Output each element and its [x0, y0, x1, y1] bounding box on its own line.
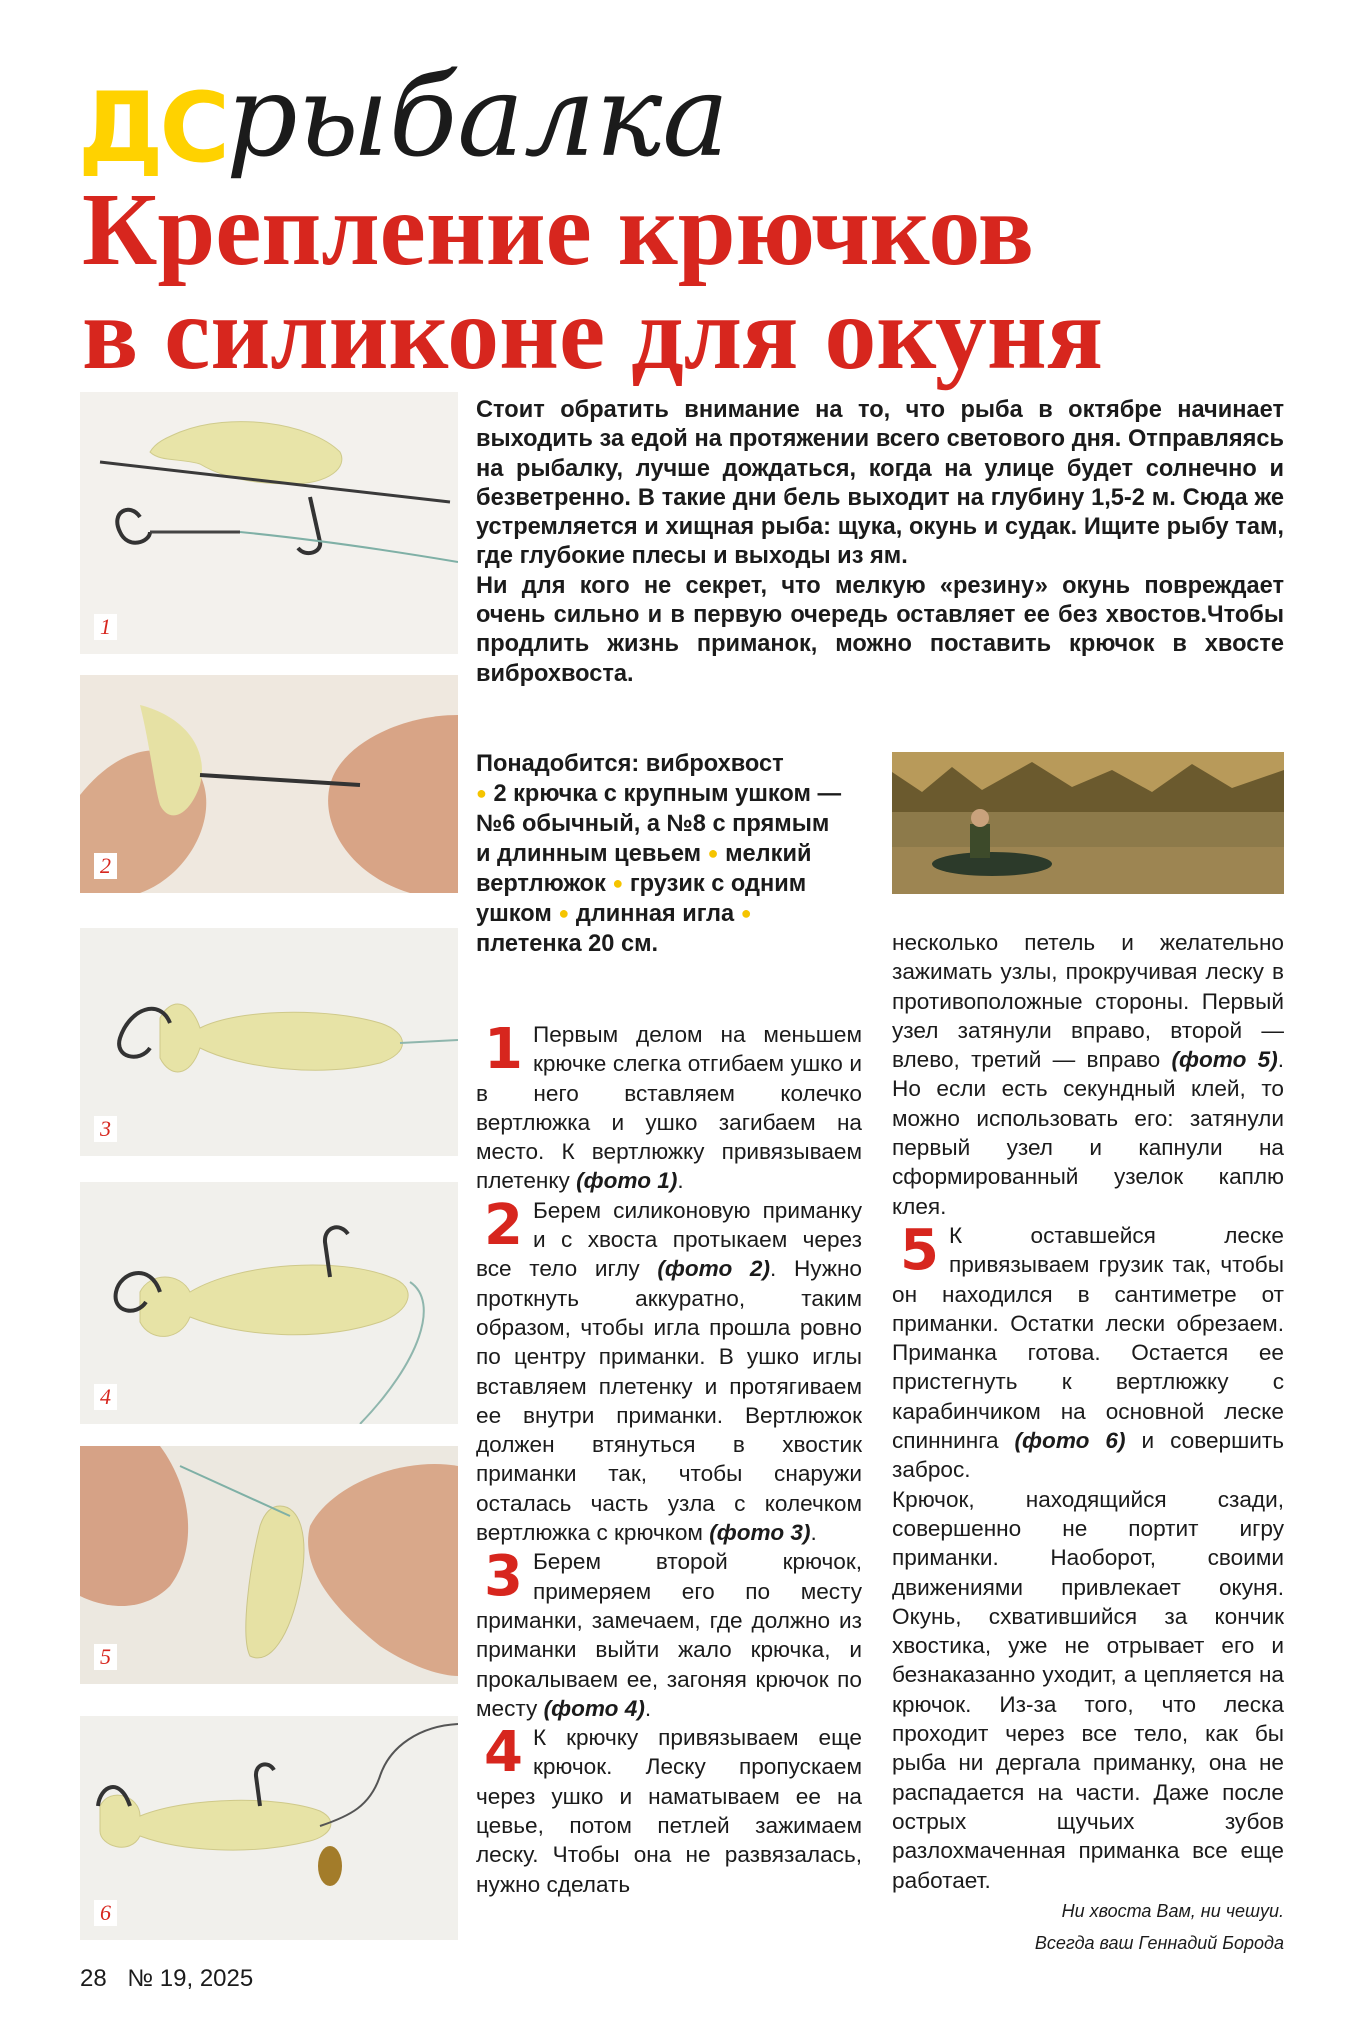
photo-3-image: [80, 928, 458, 1156]
step-4-text: К крючку привязываем еще крючок. Леску пропускаем через ушко и наматываем ее на цевье, потом петлей зажимаем леску. Чтобы она не развязалась, нужно сделать: [476, 1725, 862, 1897]
step-1-photo-ref: (фото 1): [576, 1168, 678, 1194]
materials-item: длинная игла: [575, 901, 735, 928]
materials-item: мелкий вертлюжок: [476, 840, 812, 898]
step-2-end: .: [810, 1520, 817, 1546]
fisherman-photo-image: [892, 752, 1284, 894]
step-4: [476, 1720, 862, 1899]
step-2-photo-ref-2: (фото 3): [709, 1520, 811, 1546]
photo-6: [80, 1716, 458, 1940]
step-3-photo-ref: (фото 4): [543, 1695, 645, 1721]
step-2-tail: . Нужно проткнуть аккуратно, таким образом, чтобы игла прошла ровно по центру приманки. В ушко иглы вставляем плетенку и протягиваем ее внутри приманки. Вертлюжок должен втянуться в хвостик приманки так, чтобы снаружи осталась часть узла с колечком вертлюжка с крючком: [476, 1256, 862, 1546]
step-3-number: 3: [484, 1544, 523, 1610]
materials-item: 2 крючка с крупным ушком — №6 обычный, а №8 с прямым и длинным цевьем: [476, 781, 842, 867]
continuation-tail: . Но если есть секундный клей, то можно использовать его: затянули первый узел и капнули на сформированный узелок каплю клея.: [892, 1047, 1285, 1219]
step-5-text: К оставшейся леске привязываем грузик так, чтобы он находился в сантиметре от приманки. Остатки лески обрезаем. Приманка готова. Остается ее пристегнуть к вертлюжку с карабинчиком на основной леске спиннинга: [892, 1222, 1284, 1454]
materials-lead: Понадобится: виброхвост: [476, 751, 784, 777]
bullet-icon: ●: [612, 873, 624, 894]
bullet-icon: ●: [740, 903, 752, 924]
bullet-icon: ●: [476, 783, 487, 804]
title-line-1: Крепление крючков: [82, 172, 1034, 287]
step-5: [892, 1217, 1284, 1485]
continuation-photo-ref: (фото 5): [1171, 1047, 1278, 1073]
photo-5-label: 5: [94, 1644, 117, 1670]
fisherman-photo: [892, 752, 1284, 894]
step-3: [476, 1544, 862, 1723]
photo-5: [80, 1446, 458, 1684]
photo-4-label: 4: [94, 1384, 117, 1410]
step-2: [476, 1192, 862, 1548]
step-3-text: Берем второй крючок, примеряем его по месту приманки, замечаем, где должно из приманки выйти жало крючка, и прокалываем ее, загоняя крючок по месту: [476, 1549, 862, 1721]
step-3-tail: .: [644, 1695, 652, 1721]
step-2-photo-ref: (фото 2): [657, 1256, 771, 1282]
photo-2-label: 2: [94, 853, 117, 879]
step-4-continuation: [892, 928, 1284, 1221]
photo-1: [80, 392, 458, 654]
photo-4-image: [80, 1182, 458, 1424]
signature-line-1: Ни хвоста Вам, ни чешуи.: [1061, 1901, 1284, 1921]
photo-3-label: 3: [94, 1116, 117, 1142]
brand-logo-ds: ДС: [78, 72, 226, 184]
section-name: рыбалка: [226, 52, 730, 182]
photo-2-image: [80, 675, 458, 893]
step-5-tail: и совершить заброс.: [892, 1428, 1284, 1483]
step-1-number: 1: [484, 1017, 523, 1082]
step-2-text: Берем силиконовую приманку и с хвоста протыкаем через все тело иглу: [476, 1197, 862, 1282]
page-title: [82, 172, 1322, 391]
photo-3: [80, 928, 458, 1156]
intro-paragraph-2: Ни для кого не секрет, что мелкую «резину» окунь повреждает очень сильно и в первую очередь оставляет ее без хвостов.Чтобы продлить жизнь приманок, можно поставить крючок в хвосте виброхвоста.: [476, 572, 1284, 687]
photo-6-image: [80, 1716, 458, 1940]
issue-number: № 19, 2025: [127, 1965, 254, 1992]
intro-paragraph-1: Стоит обратить внимание на то, что рыба в октябре начинает выходить за едой на протяжении всего светового дня. Отправляясь на рыбалку, лучше дождаться, когда на улице будет солнечно и безветренно. В такие дни бель выходит на глубину 1,5-2 м. Сюда же устремляется и хищная рыба: щука, окунь и судак. Ищите рыбу там, где глубокие плесы и выходы из ям.: [476, 397, 1284, 570]
materials-list: [476, 750, 848, 959]
photo-1-image: [80, 392, 458, 654]
body-column-1: [476, 1017, 862, 1899]
step-4-number: 4: [484, 1720, 523, 1786]
continuation-text: несколько петель и желательно зажимать узлы, прокручивая леску в противоположные стороны. Первый узел затянули вправо, второй — влево, третий — вправо: [892, 930, 1284, 1073]
bullet-icon: ●: [558, 903, 570, 924]
photo-4: [80, 1182, 458, 1424]
step-5-photo-ref: (фото 6): [1014, 1428, 1126, 1454]
step-1-text: Первым делом на меньшем крючке слегка отгибаем ушко и в него вставляем колечко вертлюжка и ушко загибаем на место. К вертлюжку привязываем плетенку: [476, 1022, 862, 1194]
photo-2: [80, 675, 458, 893]
page-number: 28: [80, 1965, 107, 1992]
step-2-number: 2: [484, 1192, 523, 1258]
step-1-tail: .: [677, 1168, 684, 1194]
bullet-icon: ●: [707, 842, 719, 863]
page-footer: [80, 1964, 267, 1994]
photo-6-label: 6: [94, 1900, 117, 1926]
step-5-number: 5: [900, 1217, 939, 1283]
materials-item: плетенка 20 см.: [476, 930, 659, 957]
intro-text: [476, 396, 1284, 689]
photo-1-label: 1: [94, 614, 117, 640]
photo-5-image: [80, 1446, 458, 1684]
title-line-2: в силиконе для окуня: [82, 276, 1104, 391]
outro-paragraph: Крючок, находящийся сзади, совершенно не портит игру приманки. Наоборот, своими движениями привлекает окуня. Окунь, схватившийся за кончик хвостика, уже не отрывает его и безнаказанно уходит, а цепляется на крючок. Из-за того, что леска проходит через все тело, как бы рыба ни дергала приманку, она не распадается на части. Даже после острых щучьих зубов разлохмаченная приманка все еще работает.: [892, 1486, 1284, 1893]
signature-line-2: Всегда ваш Геннадий Борода: [1034, 1933, 1284, 1953]
step-1: [476, 1017, 862, 1196]
body-column-2: [892, 928, 1284, 1895]
materials-item: грузик с одним ушком: [476, 871, 807, 928]
